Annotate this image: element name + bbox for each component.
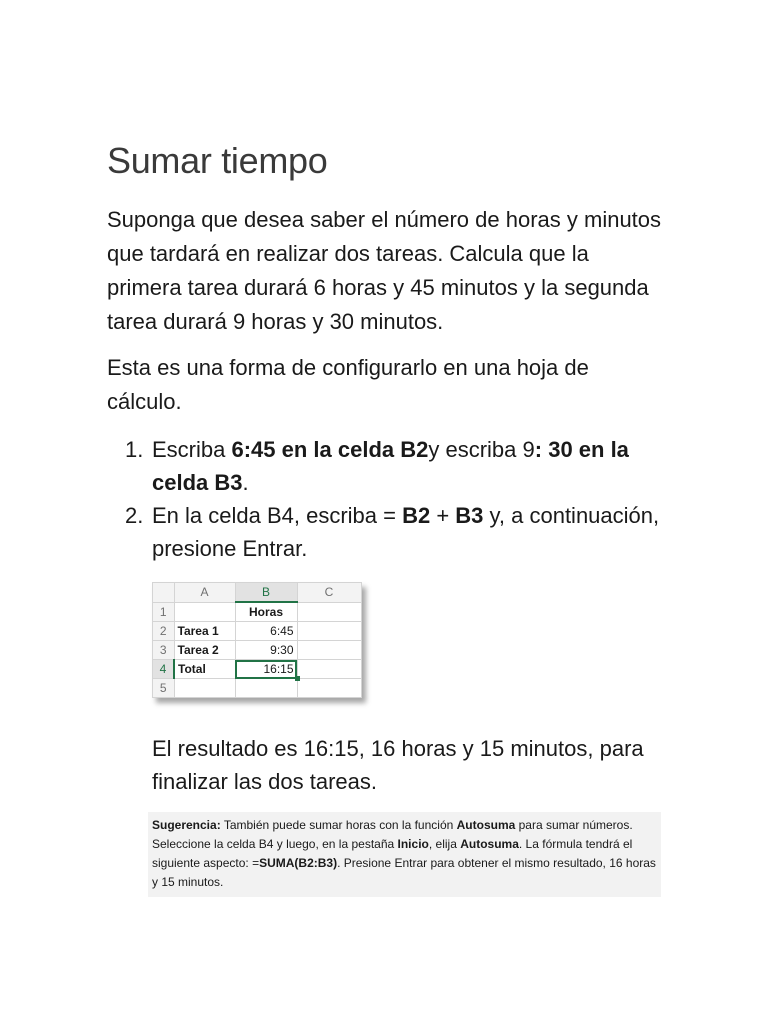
row-header: 2 xyxy=(153,622,175,641)
step-text: y, a continuación, presione Entrar. xyxy=(152,503,660,561)
result-paragraph: El resultado es 16:15, 16 horas y 15 minutos, para finalizar las dos tareas. xyxy=(152,736,644,794)
tip-text: También puede sumar horas con la función xyxy=(220,818,457,832)
column-header-row xyxy=(153,583,362,603)
spreadsheet-image xyxy=(152,582,362,698)
table-row xyxy=(153,679,362,698)
tip-text: , elija xyxy=(428,837,461,851)
cell-c5 xyxy=(297,679,361,698)
table-row xyxy=(153,602,362,622)
column-header-a: A xyxy=(174,583,235,603)
step-text: y escriba 9 xyxy=(428,437,535,462)
step-item xyxy=(125,433,685,499)
cell-b4-active: 16:15 xyxy=(235,660,297,679)
table-row xyxy=(153,641,362,660)
row-header: 1 xyxy=(153,602,175,622)
cell-b3: 9:30 xyxy=(235,641,297,660)
row-header: 4 xyxy=(153,660,175,679)
step-number: 1. xyxy=(125,437,144,462)
tip-bold-text: Inicio xyxy=(397,837,429,851)
table-row xyxy=(153,660,362,679)
tip-bold-text: SUMA(B2:B3) xyxy=(259,856,338,870)
cell-a1 xyxy=(174,602,235,622)
tip-bold-text: Autosuma xyxy=(460,837,519,851)
cell-b2: 6:45 xyxy=(235,622,297,641)
cell-a4: Total xyxy=(174,660,235,679)
cell-c3 xyxy=(297,641,361,660)
cell-c4 xyxy=(297,660,361,679)
step-bold-text: : 30 en la celda B3 xyxy=(152,437,629,495)
tip-text: . Presione Entrar para obtener el mismo resultado, 16 horas y 15 minutos. xyxy=(152,856,656,889)
intro-paragraph: Suponga que desea saber el número de horas y minutos que tardará en realizar dos tareas. Calcula que la primera tarea durará 6 horas y 45 minutos y la segunda tarea durará 9 horas y 30 minutos. xyxy=(107,207,662,334)
row-header: 5 xyxy=(153,679,175,698)
step-item xyxy=(125,499,685,565)
tip-text: para sumar números. Seleccione la celda B4 y luego, en la pestaña xyxy=(152,818,633,851)
step-bold-text: B2 xyxy=(402,503,431,528)
cell-c2 xyxy=(297,622,361,641)
cell-a3: Tarea 2 xyxy=(174,641,235,660)
tip-bold-text: Autosuma xyxy=(456,818,516,832)
cell-b1: Horas xyxy=(235,602,297,622)
step-text: . xyxy=(242,470,249,495)
step-number: 2. xyxy=(125,503,144,528)
setup-paragraph: Esta es una forma de configurarlo en una hoja de cálculo. xyxy=(107,355,589,414)
table-row xyxy=(153,622,362,641)
cell-b5 xyxy=(235,679,297,698)
sheet-corner xyxy=(153,583,175,603)
step-bold-text: 6:45 en la celda B2 xyxy=(231,437,429,462)
page-title: Sumar tiempo xyxy=(107,140,328,181)
row-header: 3 xyxy=(153,641,175,660)
column-header-c: C xyxy=(297,583,361,603)
step-bold-text: B3 xyxy=(455,503,484,528)
tip-label: Sugerencia: xyxy=(152,818,221,832)
tip-text: . La fórmula tendrá el siguiente aspecto: = xyxy=(152,837,633,870)
cell-c1 xyxy=(297,602,361,622)
steps-list xyxy=(125,433,685,565)
cell-a5 xyxy=(174,679,235,698)
step-text: Escriba xyxy=(152,437,232,462)
tip-box xyxy=(148,812,661,897)
cell-a2: Tarea 1 xyxy=(174,622,235,641)
step-text: + xyxy=(430,503,456,528)
column-header-b: B xyxy=(235,583,297,603)
step-text: En la celda B4, escriba = xyxy=(152,503,403,528)
